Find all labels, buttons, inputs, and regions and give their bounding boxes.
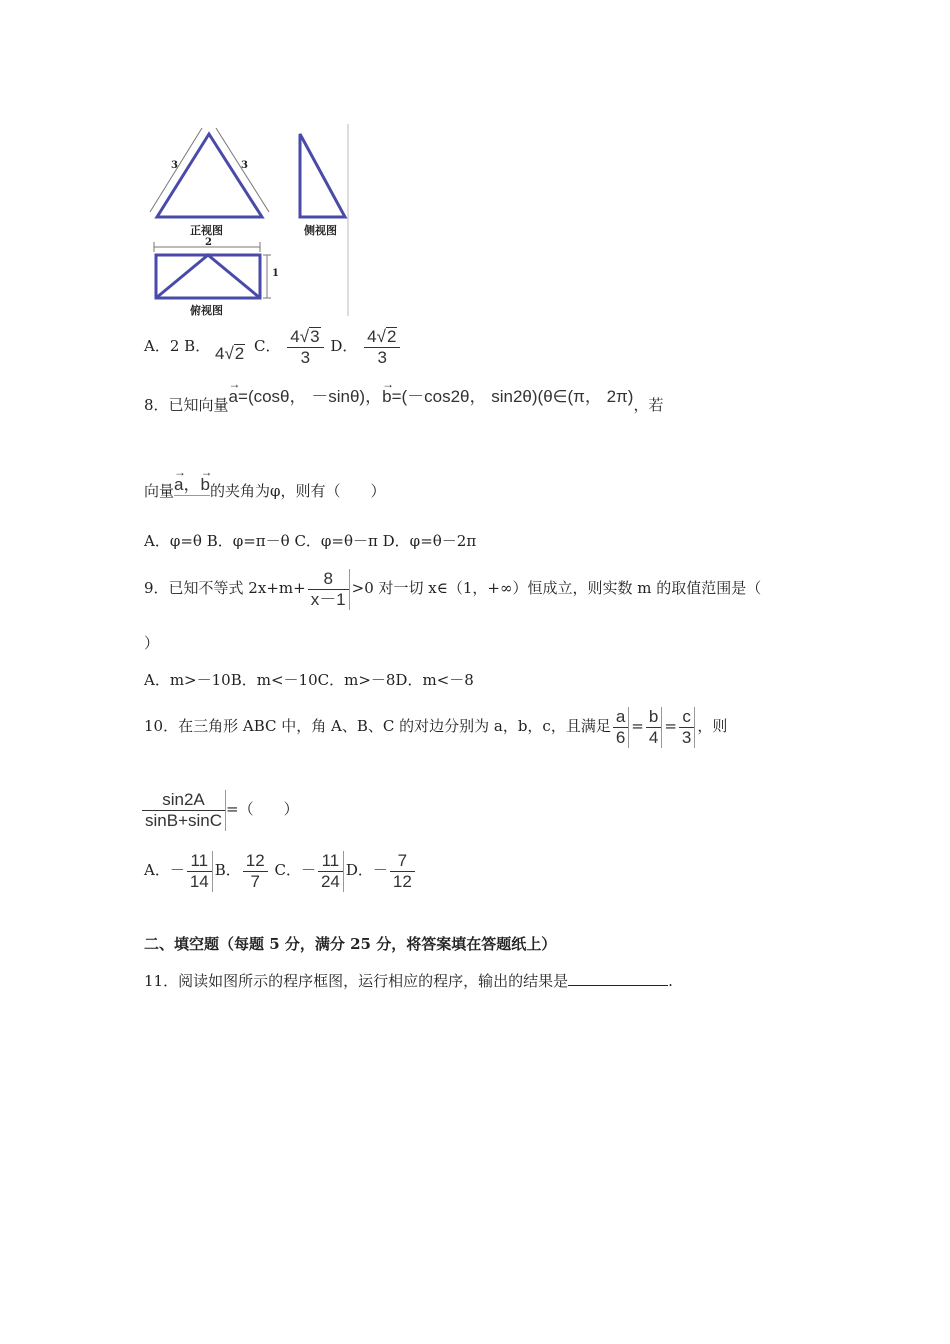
section-heading: 二、填空题（每题 5 分，满分 25 分，将答案填在答题纸上） bbox=[144, 935, 557, 953]
q9-line2: ） bbox=[144, 634, 160, 652]
q7-option-b-value: 4√2 bbox=[214, 344, 245, 363]
dim-width-label: 2 bbox=[205, 237, 212, 248]
q9-prefix: 9．已知不等式 2x+m+ bbox=[144, 579, 306, 597]
q7-option-a: A．2 bbox=[144, 337, 180, 355]
q8-line2-suffix: 的夹角为φ，则有（ ） bbox=[209, 482, 386, 500]
q7-option-c-label: C． bbox=[254, 337, 281, 355]
q7-option-d-label: D． bbox=[330, 337, 358, 355]
q8-suffix: ，若 bbox=[633, 396, 664, 414]
q10-equals-1: = bbox=[631, 717, 644, 735]
q10-expr-fraction: $\frac{\sin 2A}{\sin B+\sin C}$ bbox=[142, 790, 226, 831]
q10-equals-2: = bbox=[664, 717, 677, 735]
q8-formula: → a=(cosθ， －sinθ)，→ b=(－cos2θ， sin2θ)(θ∈(π， 2π) bbox=[229, 387, 634, 406]
q8-line1 bbox=[144, 387, 664, 420]
q8-prefix: 8．已知向量 bbox=[144, 396, 229, 414]
q9-fraction: $\frac{8}{x-1}$ bbox=[308, 569, 350, 610]
front-view-label: 正视图 bbox=[190, 224, 223, 237]
three-view-figure bbox=[142, 122, 352, 318]
q10-option-c-value: $\frac{11}{24}$ bbox=[318, 851, 344, 892]
dim-height-label: 1 bbox=[272, 268, 279, 279]
q7-option-b-label: B． bbox=[184, 337, 211, 355]
side-view-shape bbox=[300, 134, 345, 217]
q10-option-b-value: $\frac{12}{7}$ bbox=[243, 851, 268, 892]
q10-options bbox=[144, 845, 417, 895]
dim-right-label: 3 bbox=[241, 160, 248, 171]
q10-fraction-b: $\frac{b}{4}$ bbox=[646, 707, 662, 748]
q10-suffix: ，则 bbox=[697, 717, 728, 735]
q11-answer-blank[interactable] bbox=[568, 971, 668, 986]
q9-suffix: >0 对一切 x∈（1，+∞）恒成立，则实数 m 的取值范围是（ bbox=[351, 579, 762, 597]
q10-line1 bbox=[144, 700, 727, 752]
q9-line1 bbox=[144, 560, 761, 616]
q7-option-d-value: $\frac{4√2}{3}$ bbox=[364, 327, 400, 368]
q10-prefix: 10．在三角形 ABC 中，角 A、B、C 的对边分别为 a，b，c，且满足 bbox=[144, 717, 611, 735]
q10-fraction-a: $\frac{a}{6}$ bbox=[613, 707, 629, 748]
top-view-shape bbox=[156, 255, 260, 298]
q8-line2-prefix: 向量 bbox=[144, 482, 175, 500]
three-view-drawing bbox=[142, 122, 352, 318]
top-view-label: 俯视图 bbox=[190, 304, 223, 317]
q10-option-b-label: B． bbox=[214, 861, 241, 879]
q7-option-c-value: $\frac{4√3}{3}$ bbox=[287, 327, 323, 368]
q11-line bbox=[144, 970, 673, 991]
q9-options: A．m>－10B．m<－10C．m>－8D．m<－8 bbox=[144, 671, 474, 689]
q8-line2 bbox=[144, 476, 385, 506]
q10-option-a-value: $\frac{11}{14}$ bbox=[187, 851, 213, 892]
q10-option-d-label: D．－ bbox=[345, 861, 388, 879]
q7-options bbox=[144, 322, 402, 370]
q10-option-c-label: C．－ bbox=[269, 861, 316, 879]
q10-option-a-label: A．－ bbox=[144, 861, 185, 879]
q8-vectors: → a，→ b bbox=[174, 475, 210, 496]
q10-expression bbox=[142, 784, 299, 834]
q8-options: A．φ=θ B．φ=π－θ C．φ=θ－π D．φ=θ－2π bbox=[144, 532, 477, 550]
dim-left-label: 3 bbox=[171, 160, 178, 171]
q10-option-d-value: $\frac{7}{12}$ bbox=[390, 851, 415, 892]
q11-text: 11．阅读如图所示的程序框图，运行相应的程序，输出的结果是 bbox=[144, 972, 569, 990]
q11-end: . bbox=[668, 972, 673, 990]
q10-fraction-c: $\frac{c}{3}$ bbox=[679, 707, 695, 748]
q10-expr-suffix: =（ ） bbox=[226, 800, 299, 818]
side-view-label: 侧视图 bbox=[304, 224, 337, 237]
